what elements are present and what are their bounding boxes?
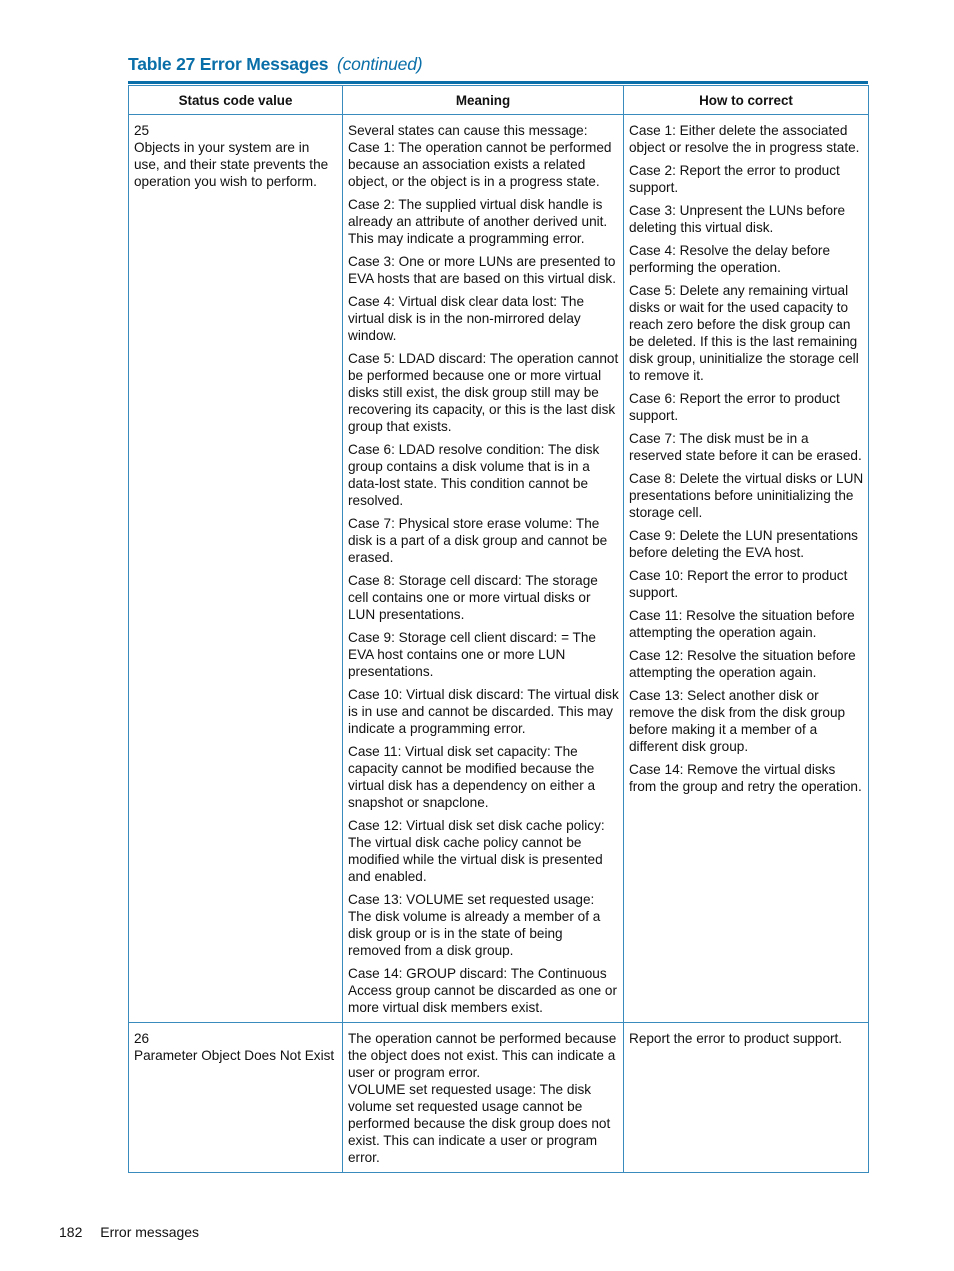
correction-paragraph: Case 13: Select another disk or remove the disk from the disk group before making it a member of a different disk group.	[629, 688, 846, 754]
meaning-paragraph: Case 7: Physical store erase volume: The disk is a part of a disk group and cannot be erased.	[348, 516, 608, 565]
cell-meaning	[343, 115, 624, 1023]
meaning-paragraph: Case 2: The supplied virtual disk handle is already an attribute of another derived unit. This may indicate a programming error.	[348, 197, 608, 246]
correction-paragraph: Case 4: Resolve the delay before performing the operation.	[629, 243, 831, 275]
meaning-paragraph: Case 12: Virtual disk set disk cache policy: The virtual disk cache policy cannot be modified while the virtual disk is presented and enabled.	[348, 818, 605, 884]
caption-title: Table 27 Error Messages	[128, 54, 329, 74]
cell-status-code	[129, 1023, 343, 1173]
correction-paragraph: Case 1: Either delete the associated object or resolve the in progress state.	[629, 123, 860, 155]
page-number: 182	[59, 1224, 83, 1240]
meaning-paragraph: Case 14: GROUP discard: The Continuous Access group cannot be discarded as one or more virtual disk members exist.	[348, 966, 618, 1015]
cell-meaning	[343, 1023, 624, 1173]
caption-continued: (continued)	[337, 54, 423, 74]
correction-paragraph: Case 5: Delete any remaining virtual disks or wait for the used capacity to reach zero before the disk group can be deleted. If this is the last remaining disk group, uninitialize the storage cell to remove it.	[629, 283, 859, 383]
meaning-paragraph: Case 3: One or more LUNs are presented to EVA hosts that are based on this virtual disk.	[348, 254, 616, 286]
header-meaning: Meaning	[343, 86, 624, 115]
status-code: 26	[134, 1031, 150, 1046]
table-row	[129, 1023, 869, 1173]
table-header-row	[129, 86, 869, 115]
correction-paragraph: Case 11: Resolve the situation before attempting the operation again.	[629, 608, 855, 640]
correction-paragraph: Case 3: Unpresent the LUNs before deleting this virtual disk.	[629, 203, 846, 235]
meaning-paragraph: Case 10: Virtual disk discard: The virtual disk is in use and cannot be discarded. This may indicate a programming error.	[348, 687, 619, 736]
meaning-paragraph: Case 11: Virtual disk set capacity: The capacity cannot be modified because the virtual disk has a dependency on either a snapshot or snapclone.	[348, 744, 596, 810]
page-footer	[59, 1224, 199, 1240]
table-row	[129, 115, 869, 1023]
correction-paragraph: Case 12: Resolve the situation before attempting the operation again.	[629, 648, 856, 680]
meaning-paragraph: The operation cannot be performed because the object does not exist. This can indicate a user or program error. VOLUME set requested usage: The disk volume set requested usage cannot be performed because the disk group does not exist. This can indicate a user or program error.	[348, 1031, 617, 1165]
meaning-paragraph: Case 13: VOLUME set requested usage: The disk volume is already a member of a disk group or is in the state of being removed from a disk group.	[348, 892, 601, 958]
meaning-paragraph: Case 9: Storage cell client discard: = The EVA host contains one or more LUN presentations.	[348, 630, 596, 679]
status-name: Objects in your system are in use, and their state prevents the operation you wish to perform.	[134, 140, 329, 189]
meaning-paragraph: Case 8: Storage cell discard: The storage cell contains one or more virtual disks or LUN presentations.	[348, 573, 598, 622]
correction-paragraph: Case 7: The disk must be in a reserved state before it can be erased.	[629, 431, 862, 463]
correction-paragraph: Case 14: Remove the virtual disks from the group and retry the operation.	[629, 762, 862, 794]
table-caption	[128, 54, 422, 75]
meaning-paragraph: Case 6: LDAD resolve condition: The disk group contains a disk volume that is in a data-lost state. This condition cannot be resolved.	[348, 442, 600, 508]
correction-paragraph: Report the error to product support.	[629, 1031, 843, 1046]
status-code: 25	[134, 123, 150, 138]
meaning-paragraph: Case 5: LDAD discard: The operation cannot be performed because one or more virtual disks still exist, the disk group still may be recovering its capacity, or this is the last disk group that exists.	[348, 351, 619, 434]
status-name: Parameter Object Does Not Exist	[134, 1048, 335, 1063]
cell-how-to-correct	[624, 1023, 869, 1173]
footer-section: Error messages	[100, 1224, 200, 1240]
header-how-to-correct: How to correct	[624, 86, 869, 115]
correction-paragraph: Case 8: Delete the virtual disks or LUN presentations before uninitializing the storage cell.	[629, 471, 864, 520]
error-messages-table	[128, 85, 869, 1173]
cell-how-to-correct	[624, 115, 869, 1023]
correction-paragraph: Case 6: Report the error to product support.	[629, 391, 840, 423]
meaning-paragraph: Several states can cause this message: Case 1: The operation cannot be performed because an association exists a related object, or the object is in a progress state.	[348, 123, 612, 189]
correction-paragraph: Case 2: Report the error to product support.	[629, 163, 840, 195]
cell-status-code	[129, 115, 343, 1023]
correction-paragraph: Case 10: Report the error to product support.	[629, 568, 848, 600]
meaning-paragraph: Case 4: Virtual disk clear data lost: The virtual disk is in the non-mirrored delay window.	[348, 294, 584, 343]
correction-paragraph: Case 9: Delete the LUN presentations before deleting the EVA host.	[629, 528, 858, 560]
header-status-code: Status code value	[129, 86, 343, 115]
caption-rule	[128, 81, 868, 84]
